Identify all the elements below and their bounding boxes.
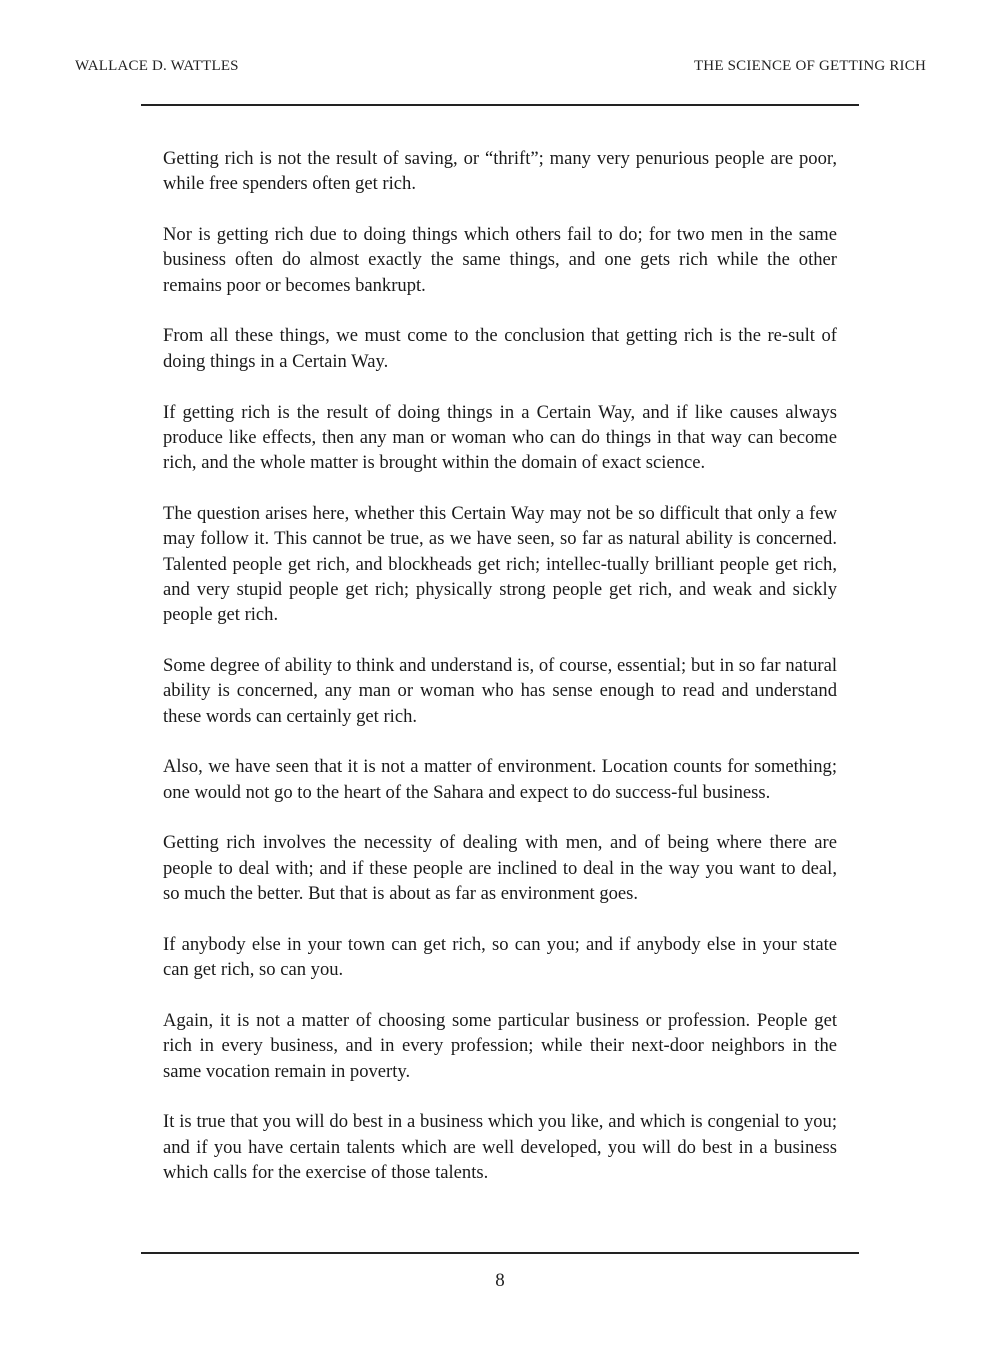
paragraph: Getting rich involves the necessity of dealing with men, and of being where there are people to deal with; and if these people are inclined to deal in the way you want to deal, so much the better. But that is about as far as environment goes. xyxy=(163,832,837,905)
paragraph: It is true that you will do best in a business which you like, and which is congenial to you; and if you have certain talents which are well developed, you will do best in a business which calls for the exercise of those talents. xyxy=(163,1111,837,1183)
page-body xyxy=(163,146,837,1211)
paragraph: Some degree of ability to think and understand is, of course, essential; but in so far natural ability is concerned, any man or woman who has sense enough to read and understand these words can certainly get rich. xyxy=(163,654,837,727)
paragraph: If getting rich is the result of doing things in a Certain Way, and if like causes always produce like effects, then any man or woman who can do things in that way can become rich, and the whole matter is brought within the domain of exact science. xyxy=(163,401,837,474)
paragraph: Also, we have seen that it is not a matter of environment. Location counts for something; one would not go to the heart of the Sahara and expect to do success-ful business. xyxy=(163,756,837,803)
paragraph: Again, it is not a matter of choosing some particular business or profession. People get rich in every business, and in every profession; while their next-door neighbors in the same vocation remain in poverty. xyxy=(163,1009,837,1082)
paragraph: Nor is getting rich due to doing things which others fail to do; for two men in the same business often do almost exactly the same things, and one gets rich while the other remains poor or becomes bankrupt. xyxy=(163,224,837,296)
running-head-author: WALLACE D. WATTLES xyxy=(75,58,239,74)
paragraph: The question arises here, whether this Certain Way may not be so difficult that only a few may follow it. This cannot be true, as we have seen, so far as natural ability is concerned. Talented people get rich, and blockheads get rich; intellec-tually brilliant people get rich, and very stupid people get rich; physically strong people get rich, and weak and sickly people get rich. xyxy=(163,502,837,626)
paragraph: From all these things, we must come to the conclusion that getting rich is the re-sult of doing things in a Certain Way. xyxy=(163,325,837,372)
running-head-book-title: THE SCIENCE OF GETTING RICH xyxy=(693,58,926,74)
footer-rule xyxy=(141,1252,859,1254)
header-rule xyxy=(141,104,859,106)
page-number: 8 xyxy=(495,1270,505,1291)
paragraph: Getting rich is not the result of saving, or “thrift”; many very penurious people are poor, while free spenders often get rich. xyxy=(163,148,837,195)
paragraph: If anybody else in your town can get rich, so can you; and if anybody else in your state can get rich, so can you. xyxy=(163,933,837,981)
